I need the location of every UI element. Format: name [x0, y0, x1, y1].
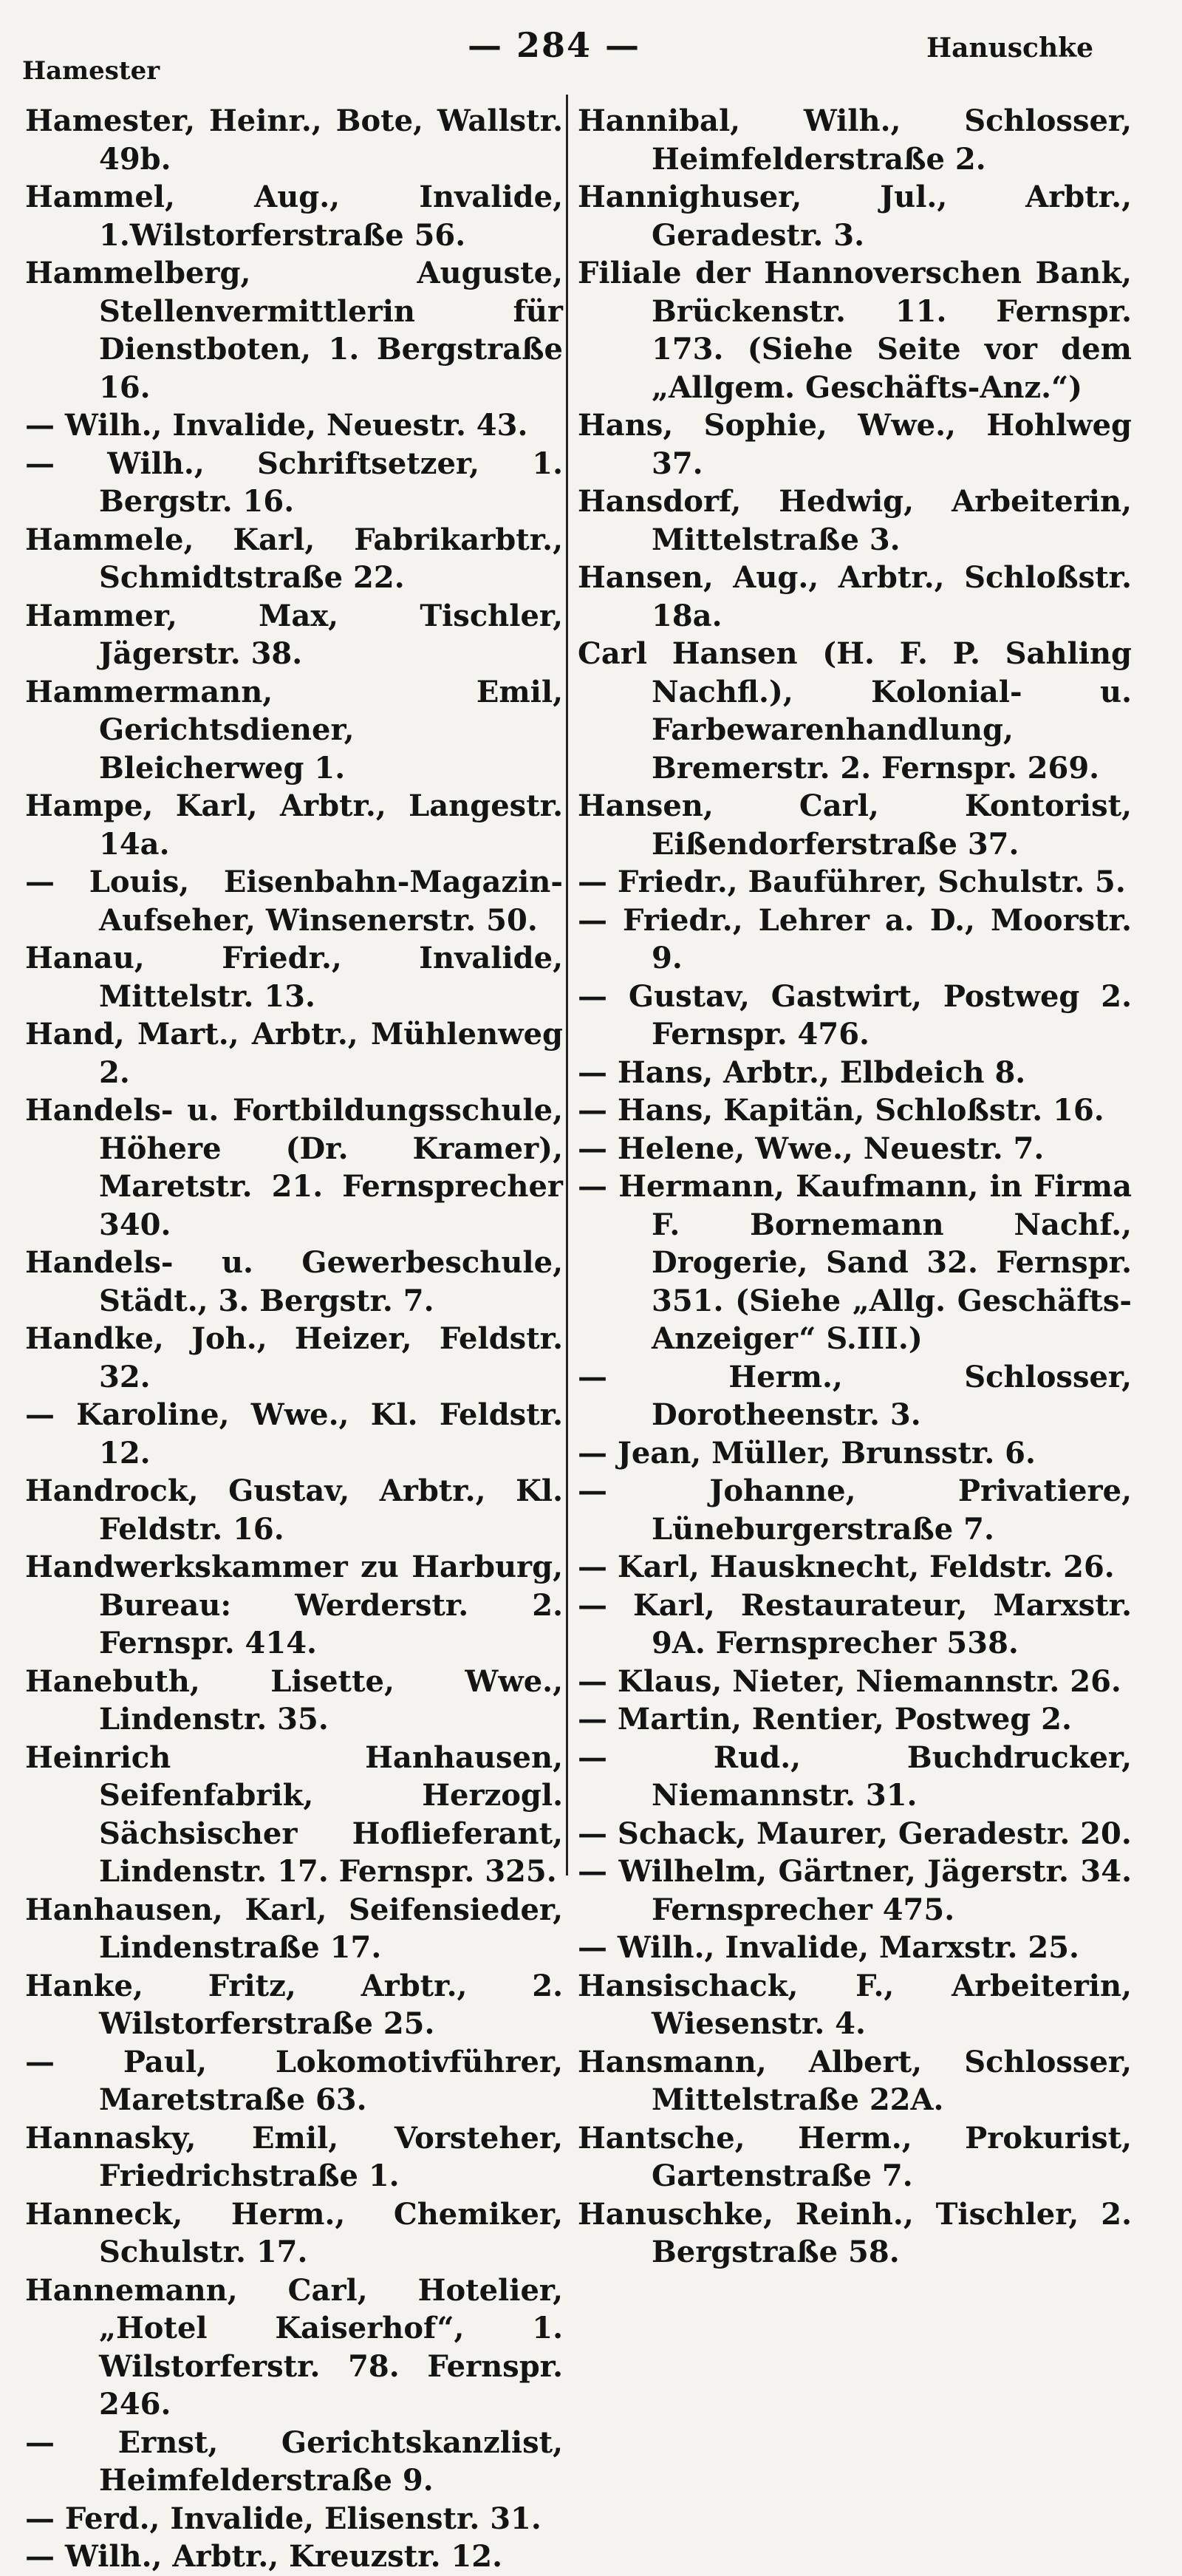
page-header — [0, 25, 1182, 84]
directory-entry: — Karl, Restaurateur, Marxstr. 9A. Fernsprecher 538. — [578, 1587, 1132, 1660]
directory-entry: Hansmann, Albert, Schlosser, Mittelstraße 22A. — [578, 2044, 1132, 2117]
directory-entry: — Wilh., Invalide, Neuestr. 43. — [25, 408, 528, 443]
directory-entry: Handels- u. Fortbildungsschule, Höhere (Dr. Kramer), Maretstr. 21. Fernsprecher 340. — [25, 1093, 563, 1242]
right-column — [578, 102, 1132, 2272]
directory-entry: Hanuschke, Reinh., Tischler, 2. Bergstraße 58. — [578, 2196, 1132, 2269]
directory-entry: Heinrich Hanhausen, Seifenfabrik, Herzogl. Sächsischer Hoflieferant, Lindenstr. 17. Fernspr. 325. — [25, 1740, 563, 1889]
page-number: — 284 — — [467, 25, 641, 65]
directory-entry: Hand, Mart., Arbtr., Mühlenweg 2. — [25, 1017, 563, 1090]
directory-entry: Handels- u. Gewerbeschule, Städt., 3. Bergstr. 7. — [25, 1245, 563, 1318]
directory-entry: — Schack, Maurer, Geradestr. 20. — [578, 1816, 1132, 1851]
directory-entry: — Wilh., Invalide, Marxstr. 25. — [578, 1930, 1079, 1965]
directory-entry: — Jean, Müller, Brunsstr. 6. — [578, 1435, 1036, 1471]
directory-entry: Handrock, Gustav, Arbtr., Kl. Feldstr. 16. — [25, 1473, 563, 1547]
directory-entry: Hamester, Heinr., Bote, Wallstr. 49b. — [25, 103, 563, 177]
directory-entry: Hansischack, F., Arbeiterin, Wiesenstr. 4. — [578, 1968, 1132, 2041]
directory-entry: — Hans, Arbtr., Elbdeich 8. — [578, 1054, 1026, 1090]
directory-entry: — Friedr., Lehrer a. D., Moorstr. 9. — [578, 902, 1132, 975]
directory-entry: Carl Hansen (H. F. P. Sahling Nachfl.), Kolonial- u. Farbewarenhandlung, Bremerstr. 2. Fernspr. 269. — [578, 636, 1132, 786]
directory-entry: Hannemann, Carl, Hotelier, „Hotel Kaiserhof“, 1. Wilstorferstr. 78. Fernspr. 246. — [25, 2272, 563, 2422]
directory-entry: — Louis, Eisenbahn-Magazin-Aufseher, Winsenerstr. 50. — [25, 865, 563, 938]
directory-entry: Hannighuser, Jul., Arbtr., Geradestr. 3. — [578, 180, 1132, 253]
directory-entry: Hanau, Friedr., Invalide, Mittelstr. 13. — [25, 941, 563, 1014]
directory-entry: Hammelberg, Auguste, Stellenvermittlerin für Dienstboten, 1. Bergstraße 16. — [25, 256, 563, 405]
directory-entry: — Johanne, Privatiere, Lüneburgerstraße 7. — [578, 1473, 1132, 1547]
header-left-keyword: Hamester — [22, 56, 160, 86]
directory-entry: — Friedr., Bauführer, Schulstr. 5. — [578, 865, 1126, 899]
directory-entry: Hansen, Carl, Kontorist, Eißendorferstraße 37. — [578, 788, 1132, 862]
directory-entry: Hannasky, Emil, Vorsteher, Friedrichstraße 1. — [25, 2120, 563, 2193]
directory-entry: Hanhausen, Karl, Seifensieder, Lindenstraße 17. — [25, 1892, 563, 1965]
directory-entry: — Hans, Kapitän, Schloßstr. 16. — [578, 1093, 1104, 1128]
directory-entry: Hammel, Aug., Invalide, 1.Wilstorferstraße 56. — [25, 180, 563, 253]
directory-entry: — Helene, Wwe., Neuestr. 7. — [578, 1131, 1045, 1166]
column-divider — [566, 95, 568, 1875]
directory-entry: — Ferd., Invalide, Elisenstr. 31. — [25, 2501, 542, 2536]
directory-entry: — Wilh., Schriftsetzer, 1. Bergstr. 16. — [25, 446, 563, 519]
directory-entry: — Herm., Schlosser, Dorotheenstr. 3. — [578, 1359, 1132, 1432]
directory-entry: Hannibal, Wilh., Schlosser, Heimfelderstraße 2. — [578, 103, 1132, 177]
directory-entry: — Karl, Hausknecht, Feldstr. 26. — [578, 1550, 1115, 1584]
directory-entry: Hammele, Karl, Fabrikarbtr., Schmidtstraße 22. — [25, 522, 563, 595]
header-right-keyword: Hanuschke — [926, 33, 1093, 64]
directory-entry: Handwerkskammer zu Harburg, Bureau: Werderstr. 2. Fernspr. 414. — [25, 1550, 563, 1660]
directory-entry: Hanebuth, Lisette, Wwe., Lindenstr. 35. — [25, 1663, 563, 1737]
directory-entry: — Paul, Lokomotivführer, Maretstraße 63. — [25, 2044, 563, 2117]
directory-entry: Filiale der Hannoverschen Bank, Brückenstr. 11. Fernspr. 173. (Siehe Seite vor dem „Allgem. Geschäfts-Anz.“) — [578, 256, 1132, 405]
directory-entry: Hampe, Karl, Arbtr., Langestr. 14a. — [25, 788, 563, 862]
directory-entry: — Gustav, Gastwirt, Postweg 2. Fernspr. 476. — [578, 978, 1132, 1052]
directory-entry: Hans, Sophie, Wwe., Hohlweg 37. — [578, 408, 1132, 481]
directory-entry: Handke, Joh., Heizer, Feldstr. 32. — [25, 1321, 563, 1394]
directory-entry: Hantsche, Herm., Prokurist, Gartenstraße 7. — [578, 2120, 1132, 2193]
directory-entry: — Wilh., Arbtr., Kreuzstr. 12. — [25, 2539, 503, 2574]
directory-entry: — Ernst, Gerichtskanzlist, Heimfelderstraße 9. — [25, 2425, 563, 2498]
directory-entry: Hammermann, Emil, Gerichtsdiener, Bleicherweg 1. — [25, 674, 563, 786]
directory-entry: Hammer, Max, Tischler, Jägerstr. 38. — [25, 598, 563, 671]
directory-entry: — Martin, Rentier, Postweg 2. — [578, 1702, 1072, 1737]
directory-entry: — Karoline, Wwe., Kl. Feldstr. 12. — [25, 1397, 563, 1471]
directory-entry: Hanke, Fritz, Arbtr., 2. Wilstorferstraße 25. — [25, 1968, 563, 2041]
directory-entry: Hansen, Aug., Arbtr., Schloßstr. 18a. — [578, 560, 1132, 633]
directory-entry: Hanneck, Herm., Chemiker, Schulstr. 17. — [25, 2196, 563, 2269]
directory-entry: — Wilhelm, Gärtner, Jägerstr. 34. Fernsprecher 475. — [578, 1854, 1132, 1927]
directory-entry: Hansdorf, Hedwig, Arbeiterin, Mittelstraße 3. — [578, 484, 1132, 557]
directory-entry: — Klaus, Nieter, Niemannstr. 26. — [578, 1663, 1121, 1699]
directory-entry: — Hermann, Kaufmann, in Firma F. Bornemann Nachf., Drogerie, Sand 32. Fernspr. 351. (Siehe „Allg. Geschäfts-Anzeiger“ S.III.) — [578, 1169, 1132, 1356]
directory-entry: — Rud., Buchdrucker, Niemannstr. 31. — [578, 1740, 1132, 1813]
left-column — [25, 102, 563, 2576]
